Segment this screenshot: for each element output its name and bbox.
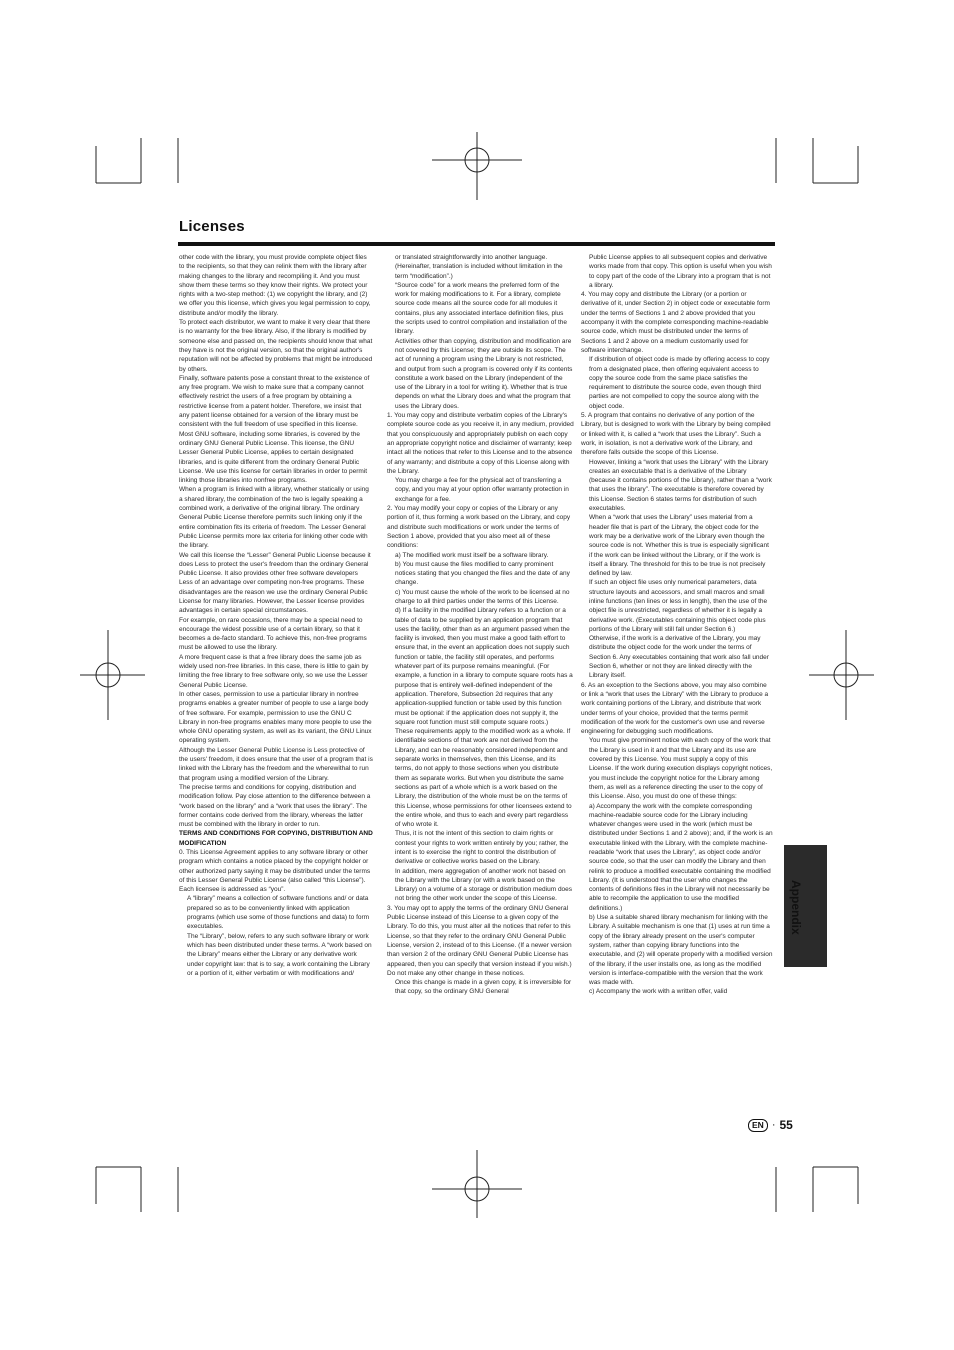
license-paragraph: 5. A program that contains no derivative of any portion of the Library, but is designed to work with the Library by being compiled or linked with it, is called a “work that uses the Library”. Such a work, in isolation, is not a derivative work of the Library, and therefore falls outside the scope of this License. [581, 412, 771, 457]
license-paragraph: Once this change is made in a given copy, it is irreversible for that copy, so the ordinary GNU General [395, 979, 572, 996]
license-paragraph: b) You must cause the files modified to carry prominent notices stating that you changed the files and the date of any change. [395, 560, 570, 587]
license-column-3 [581, 253, 773, 1113]
license-paragraph: 0. This License Agreement applies to any software library or other program which contains a notice placed by the copyright holder or other authorized party saying it may be distributed under the terms of this Lesser General Public License (also called “this License”). Each licensee is addressed as “you”. [179, 849, 371, 894]
license-paragraph: Although the Lesser General Public License is Less protective of the users' freedom, it does ensure that the user of a program that is linked with the Library has the freedom and the wherewithal to run that program using a modified version of the Library. [179, 746, 373, 782]
license-paragraph: When a program is linked with a library, whether statically or using a shared library, the combination of the two is legally speaking a combined work, a derivative of the original library. The ordinary General Public License therefore permits such linking only if the entire combination fits its criteria of freedom. The Lesser General Public License permits more lax criteria for linking other code with the library. [179, 486, 369, 550]
license-paragraph: 3. You may opt to apply the terms of the ordinary GNU General Public License instead of this License to a given copy of the Library. To do this, you must alter all the notices that refer to this License, so that they refer to the ordinary GNU General Public License, version 2, instead of to this License. (If a newer version than version 2 of the ordinary GNU General Public License has appeared, then you can specify that version instead if you wish.) Do not make any other change in these notices. [387, 904, 572, 977]
section-heading: TERMS AND CONDITIONS FOR COPYING, DISTRIBUTION AND MODIFICATION [179, 830, 373, 847]
license-paragraph: “Source code” for a work means the preferred form of the work for making modifications to it. For a library, complete source code means all the source code for all modules it contains, plus any associated interface definition files, plus the scripts used to control compilation and installation of the library. [395, 281, 567, 336]
license-paragraph: Public License applies to all subsequent copies and derivative works made from that copy. This option is useful when you wish to copy part of the code of the Library into a program that is not a library. [589, 254, 772, 289]
license-paragraph: A more frequent case is that a free library does the same job as widely used non-free libraries. In this case, there is little to gain by limiting the free library to free software only, so we use the Lesser General Public License. [179, 653, 369, 689]
license-paragraph: When a “work that uses the Library” uses material from a header file that is part of the Library, the object code for the work may be a derivative work of the Library even though the source code is not. Whether this is true is especially significant if the work can be linked without the Library, or if the work is itself a library. The threshold for this to be true is not precisely defined by law. [589, 514, 769, 578]
page-number: 55 [779, 1118, 793, 1132]
language-badge: EN [748, 1119, 768, 1132]
license-paragraph: We call this license the “Lesser” General Public License because it does Less to protect the user's freedom than the ordinary General Public License. It also provides other free software developers Less of an advantage over competing non-free programs. These disadvantages are the reason we use the ordinary General Public License for many libraries. However, the Lesser license provides advantages in certain special circumstances. [179, 551, 371, 615]
license-paragraph: If such an object file uses only numerical parameters, data structure layouts and accessors, and small macros and small inline functions (ten lines or less in length), then the use of the object file is unrestricted, regardless of whether it is legally a derivative work. (Executables containing this object code plus portions of the Library will still fall under Section 6.) [589, 579, 768, 633]
license-paragraph: In other cases, permission to use a particular library in nonfree programs enables a greater number of people to use a large body of free software. For example, permission to use the GNU C Library in non-free programs enables many more people to use the whole GNU operating system, as well as its variant, the GNU Linux operating system. [179, 690, 372, 745]
license-paragraph: a) Accompany the work with the complete corresponding machine-readable source code for the Library including whatever changes were used in the work (which must be distributed under Sections 1 and 2 above); and, if the work is an executable linked with the Library, with the complete machine-readable “work that uses the Library”, as object code and/or source code, so that the user can modify the Library and then relink to produce a modified executable containing the modified Library. (It is understood that the user who changes the contents of definitions files in the Library will not necessarily be able to recompile the application to use the modified definitions.) [589, 802, 773, 912]
license-paragraph: For example, on rare occasions, there may be a special need to encourage the widest possible use of a certain library, so that it becomes a de-facto standard. To achieve this, non-free programs must be allowed to use the library. [179, 616, 367, 652]
license-paragraph: The “Library”, below, refers to any such software library or work which has been distributed under these terms. A “work based on the Library” means either the Library or any derivative work under copyright law: that is to say, a work containing the Library or a portion of it, either verbatim or with modifications and/ [187, 932, 372, 977]
license-paragraph: d) If a facility in the modified Library refers to a function or a table of data to be supplied by an application program that uses the facility, other than as an argument passed when the facility is invoked, then you must make a good faith effort to ensure that, in the event an application does not supply such function or table, the facility still operates, and performs whatever part of its purpose remains meaningful. (For example, a function in a library to compute square roots has a purpose that is entirely well-defined independent of the application. Therefore, Subsection 2d requires that any application-supplied function or table used by this function must be optional: if the application does not supply it, the square root function must still compute square roots.) [395, 607, 573, 726]
license-paragraph: or translated straightforwardly into another language. (Hereinafter, translation is included without limitation in the term “modification”.) [395, 254, 563, 280]
license-paragraph: a) The modified work must itself be a software library. [395, 551, 549, 559]
license-paragraph: These requirements apply to the modified work as a whole. If identifiable sections of that work are not derived from the Library, and can be reasonably considered independent and separate works in themselves, then this License, and its terms, do not apply to those sections when you distribute them as separate works. But when you distribute the same sections as part of a whole which is a work based on the Library, the distribution of the whole must be on the terms of this License, whose permissions for other licensees extend to the entire whole, and thus to each and every part regardless of who wrote it. [395, 728, 572, 829]
title-rule [178, 242, 775, 246]
license-paragraph: 4. You may copy and distribute the Library (or a portion or derivative of it, under Section 2) in object code or executable form under the terms of Sections 1 and 2 above provided that you accompany it with the complete corresponding machine-readable source code, which must be distributed under the terms of Sections 1 and 2 above on a medium customarily used for software interchange. [581, 291, 770, 354]
license-paragraph: 1. You may copy and distribute verbatim copies of the Library's complete source code as you receive it, in any medium, provided that you conspicuously and appropriately publish on each copy an appropriate copyright notice and disclaimer of warranty; keep intact all the notices that refer to this License and to the absence of any warranty; and distribute a copy of this License along with the Library. [387, 412, 574, 475]
section-tab-label: Appendix [789, 880, 803, 935]
license-paragraph: c) You must cause the whole of the work to be licensed at no charge to all third parties under the terms of this License. [395, 588, 570, 605]
license-column-2 [387, 253, 574, 1113]
license-paragraph: The precise terms and conditions for copying, distribution and modification follow. Pay close attention to the difference between a “work based on the library” and a “work that uses the library”. The former contains code derived from the library, whereas the latter must be combined with the library in order to run. [179, 783, 371, 829]
license-paragraph: You must give prominent notice with each copy of the work that the Library is used in it and that the Library and its use are covered by this License. You must supply a copy of this License. If the work during execution displays copyright notices, you must include the copyright notice for the Library among them, as well as a reference directing the user to the copy of this License. Also, you must do one of these things: [589, 737, 773, 801]
license-paragraph: Activities other than copying, distribution and modification are not covered by this License; they are outside its scope. The act of running a program using the Library is not restricted, and output from such a program is covered only if its contents constitute a work based on the Library (independent of the use of the Library in a tool for writing it). Whether that is true depends on what the Library does and what the program that uses the Library does. [395, 337, 573, 410]
license-paragraph: In addition, mere aggregation of another work not based on the Library with the Library (or with a work based on the Library) on a volume of a storage or distribution medium does not bring the other work under the scope of this License. [395, 867, 573, 903]
license-column-1 [179, 253, 373, 1113]
license-paragraph: c) Accompany the work with a written offer, valid [589, 988, 728, 996]
license-paragraph: A “library” means a collection of software functions and/ or data prepared so as to be conveniently linked with application programs (which use some of those functions and data) to form executables. [187, 895, 370, 931]
license-paragraph: 6. As an exception to the Sections above, you may also combine or link a “work that uses the Library” with the Library to produce a work containing portions of the Library, and distribute that work under terms of your choice, provided that the terms permit modification of the work for the customer's own use and reverse engineering for debugging such modifications. [581, 681, 769, 736]
license-paragraph: Otherwise, if the work is a derivative of the Library, you may distribute the object code for the work under the terms of Section 6. Any executables containing that work also fall under Section 6, whether or not they are linked directly with the Library itself. [589, 635, 769, 680]
license-paragraph: Thus, it is not the intent of this section to claim rights or contest your rights to work written entirely by you; rather, the intent is to exercise the right to control the distribution of derivative or collective works based on the Library. [395, 830, 569, 866]
license-paragraph: You may charge a fee for the physical act of transferring a copy, and you may at your option offer warranty protection in exchange for a fee. [395, 477, 569, 503]
license-paragraph: To protect each distributor, we want to make it very clear that there is no warranty for the free library. Also, if the library is modified by someone else and passed on, the recipients should know that what they have is not the original version, so that the original author's reputation will not be affected by problems that might be introduced by others. [179, 319, 373, 373]
license-paragraph: b) Use a suitable shared library mechanism for linking with the Library. A suitable mechanism is one that (1) uses at run time a copy of the library already present on the user's computer system, rather than copying library functions into the executable, and (2) will operate properly with a modified version of the library, if the user installs one, as long as the modified version is interface-compatible with the version that the work was made with. [589, 914, 773, 987]
license-paragraph: If distribution of object code is made by offering access to copy from a designated place, then offering equivalent access to copy the source code from the same place satisfies the requirement to distribute the source code, even though third parties are not compelled to copy the source along with the object code. [589, 356, 770, 410]
license-paragraph: 2. You may modify your copy or copies of the Library or any portion of it, thus forming a work based on the Library, and copy and distribute such modifications or work under the terms of Section 1 above, provided that you also meet all of these conditions: [387, 505, 571, 550]
license-paragraph: other code with the library, you must provide complete object files to the recipients, so that they can relink them with the library after making changes to the library and recompiling it. And you must show them these terms so they know their rights. We protect your rights with a two-step method: (1) we copyright the library, and (2) we offer you this license, which gives you legal permission to copy, distribute and/or modify the library. [179, 254, 371, 317]
license-paragraph: Most GNU software, including some libraries, is covered by the ordinary GNU General Public License. This license, the GNU Lesser General Public License, applies to certain designated libraries, and is quite different from the ordinary General Public License. We use this license for certain libraries in order to permit linking those libraries into nonfree programs. [179, 430, 368, 485]
page-footer [748, 1118, 793, 1132]
license-paragraph: However, linking a “work that uses the Library” with the Library creates an executable that is a derivative of the Library (because it contains portions of the Library), rather than a “work that uses the library”. The executable is therefore covered by this License. Section 6 states terms for distribution of such executables. [589, 458, 772, 513]
page-title: Licenses [179, 218, 245, 235]
license-paragraph: Finally, software patents pose a constant threat to the existence of any free program. We wish to make sure that a company cannot effectively restrict the users of a free program by obtaining a restrictive license from a patent holder. Therefore, we insist that any patent license obtained for a version of the library must be consistent with the full freedom of use specified in this license. [179, 374, 370, 429]
page-separator: · [771, 1119, 776, 1131]
